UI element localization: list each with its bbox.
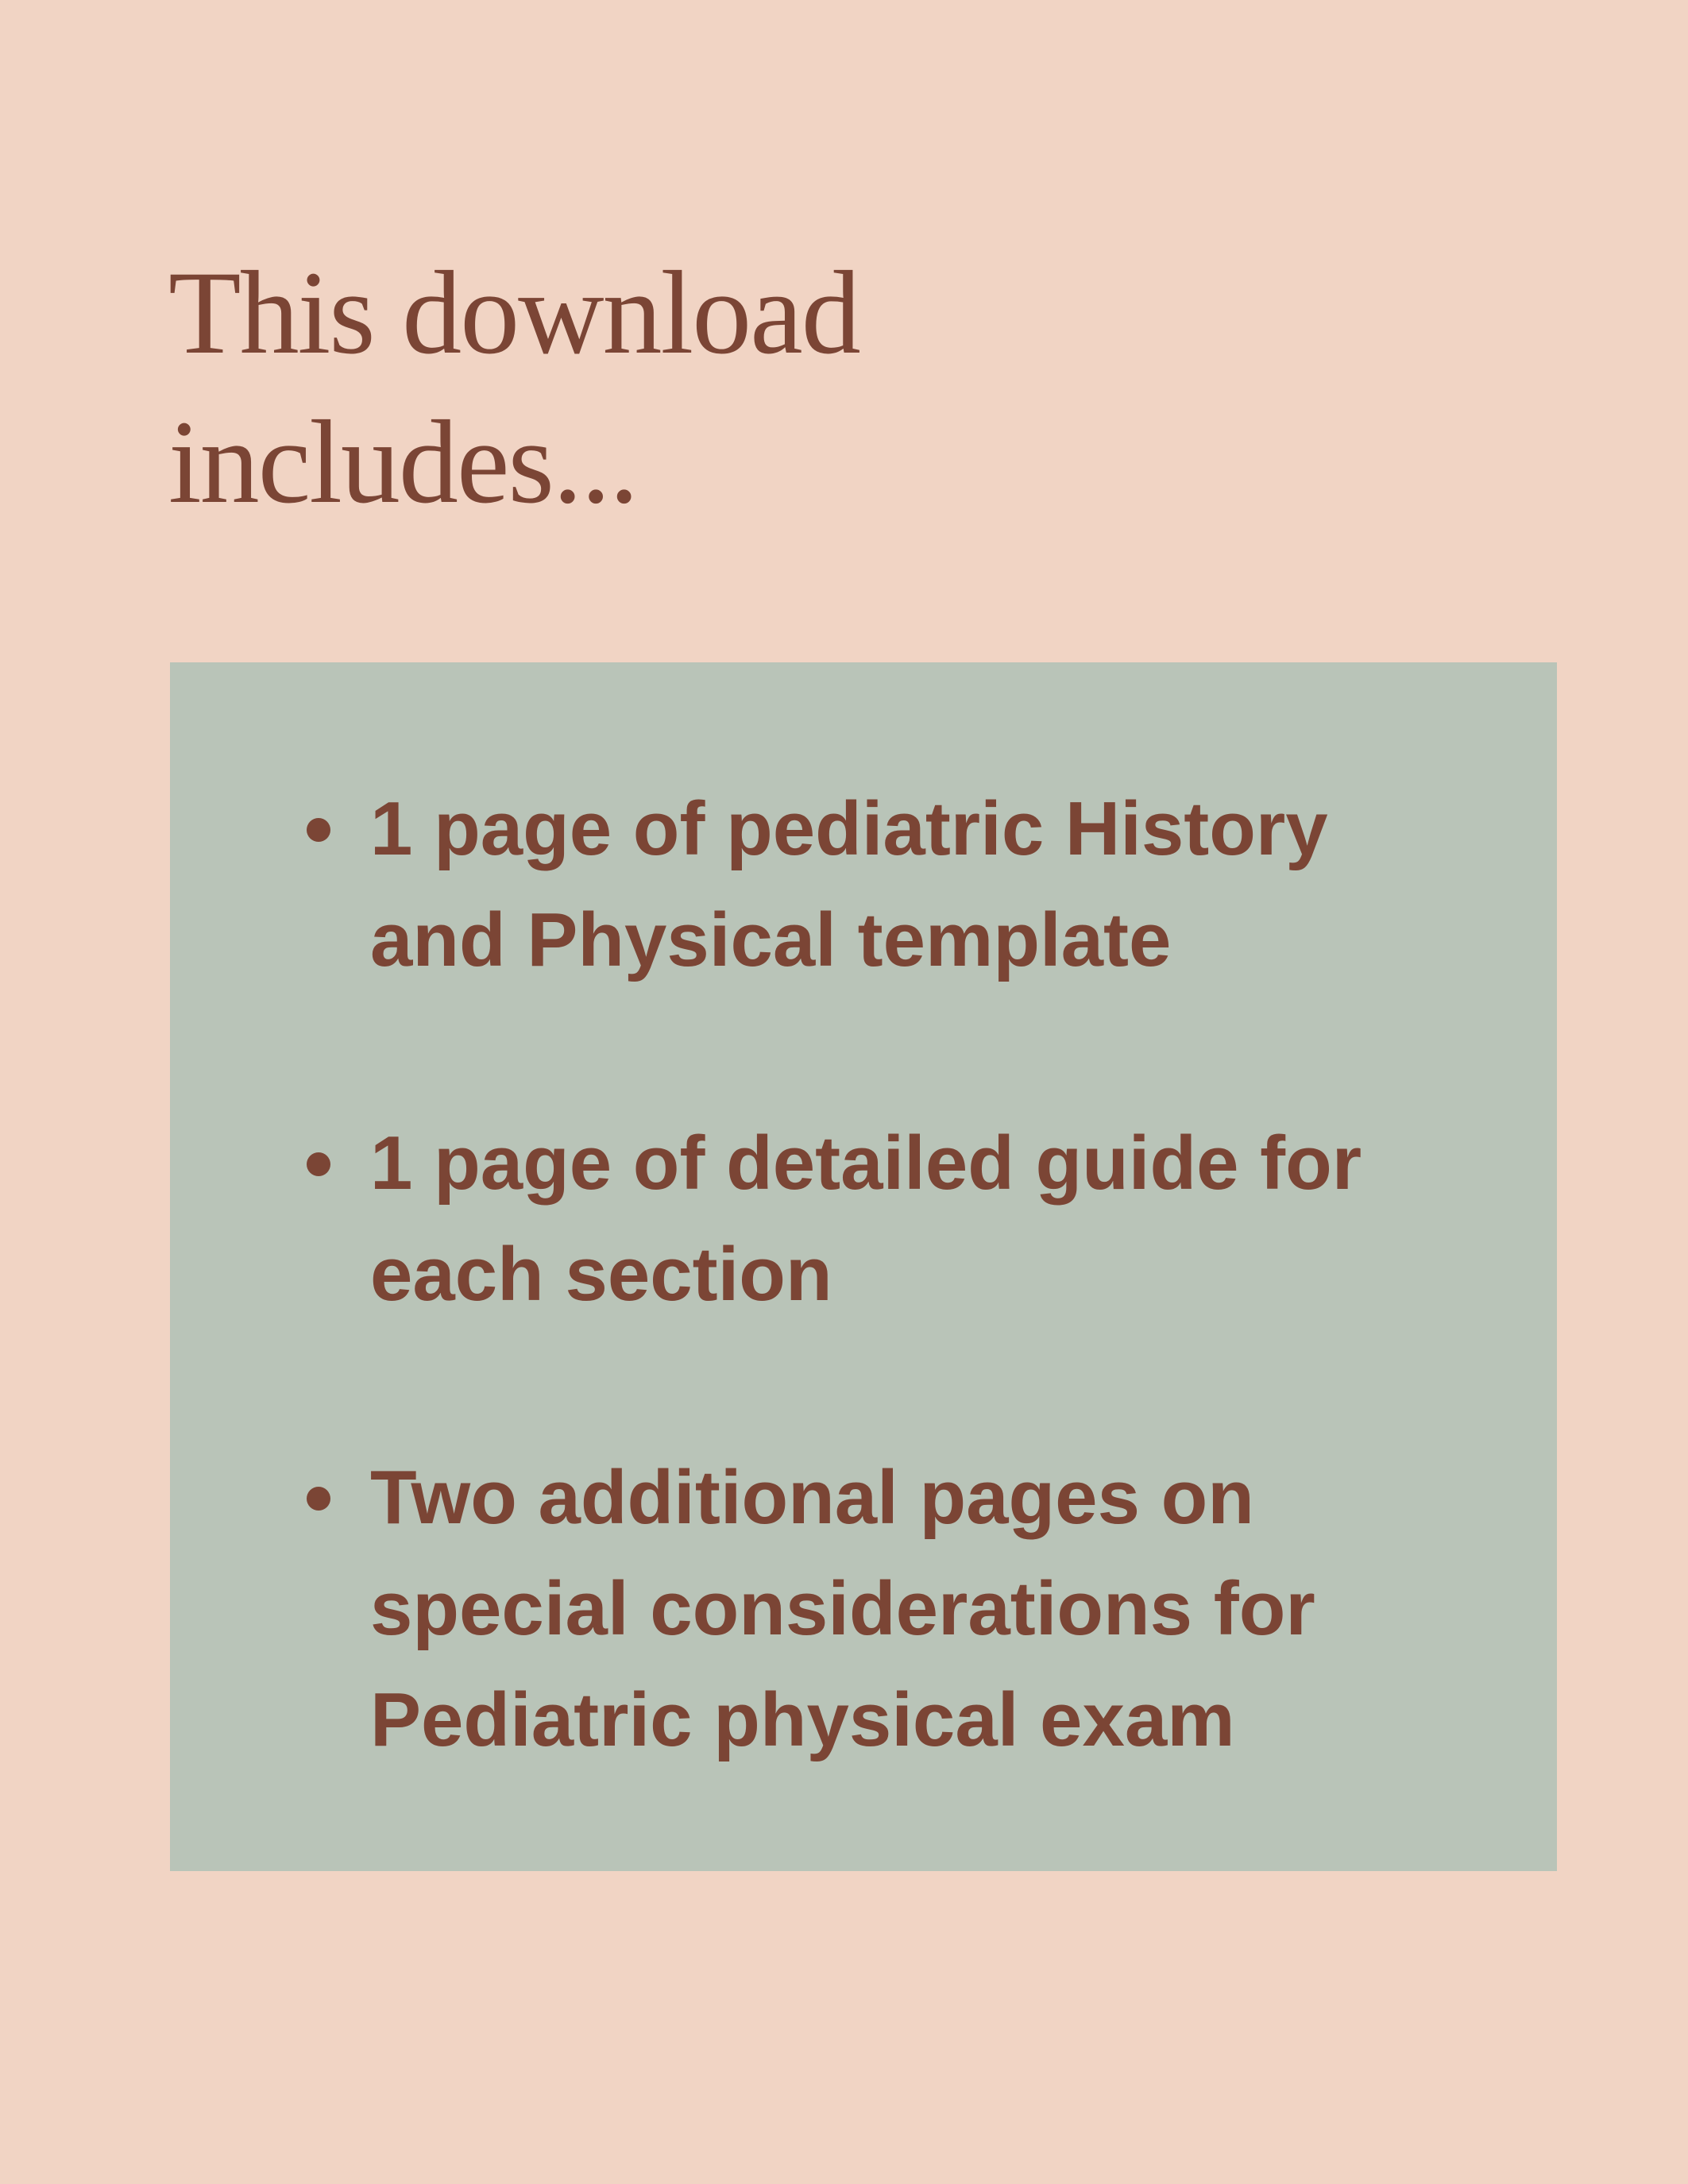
bullet-icon — [307, 1152, 330, 1176]
title-line: includes... — [168, 396, 638, 528]
item-line: Pediatric physical exam — [370, 1677, 1235, 1762]
list-item — [170, 774, 1362, 996]
title-line: This download — [168, 247, 859, 379]
item-line: 1 page of detailed guide for — [370, 1121, 1362, 1206]
list-item — [170, 1108, 1362, 1330]
item-line: Two additional pages on — [370, 1455, 1254, 1540]
includes-box — [170, 662, 1557, 1871]
item-line: each section — [370, 1232, 832, 1317]
item-line: special considerations for — [370, 1566, 1315, 1651]
item-line: and Physical template — [370, 897, 1172, 982]
page-title — [168, 238, 859, 537]
item-line: 1 page of pediatric History — [370, 786, 1328, 871]
includes-list — [170, 774, 1362, 1888]
list-item — [170, 1442, 1362, 1776]
bullet-icon — [307, 1487, 330, 1511]
bullet-icon — [307, 818, 330, 842]
